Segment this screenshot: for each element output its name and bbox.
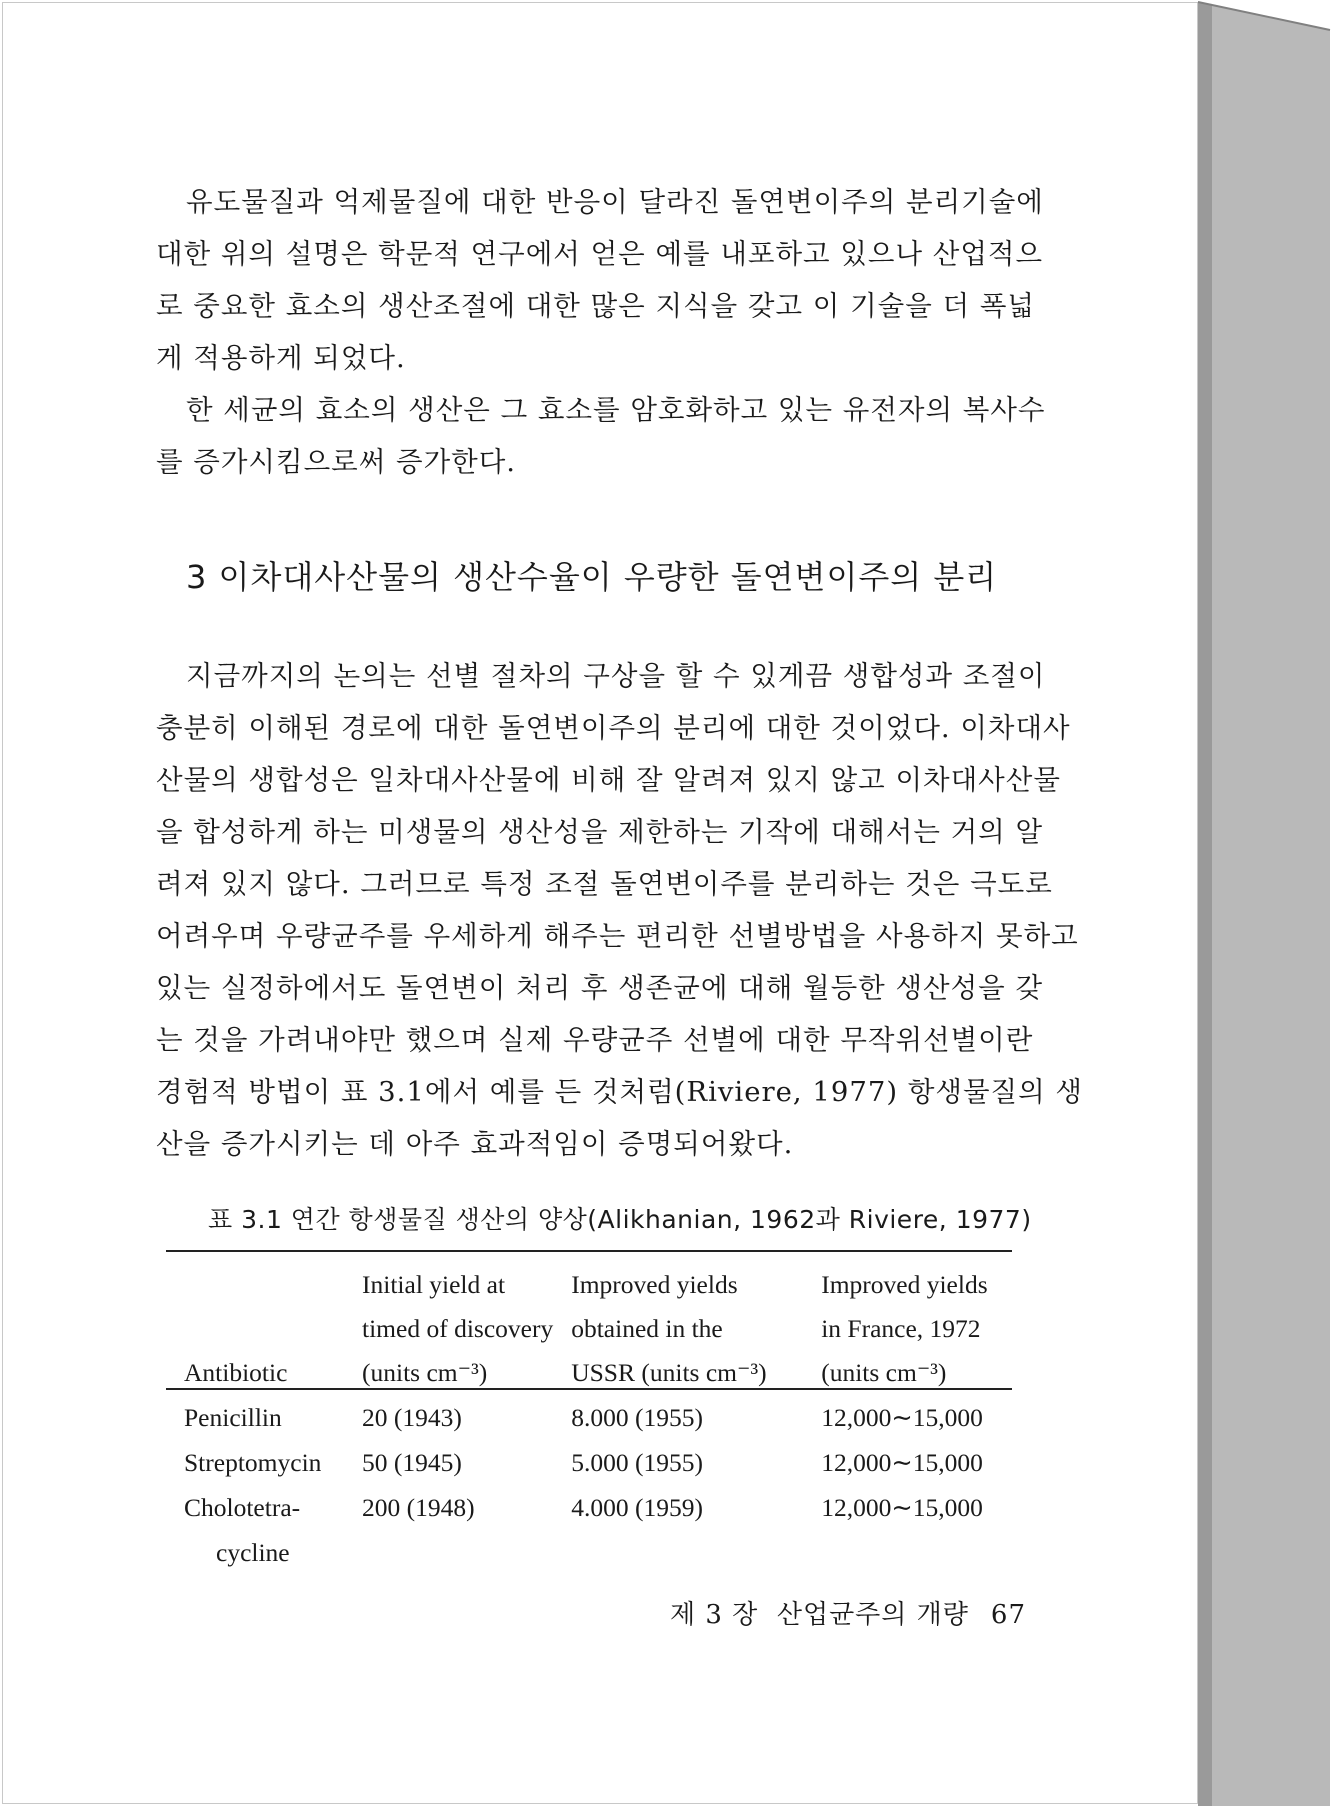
- ussr-yield-cell: 4.000 (1959): [571, 1493, 703, 1522]
- table-header-row: [166, 1344, 1012, 1388]
- table-row: [166, 1478, 1012, 1523]
- france-yield-cell: 12,000∼15,000: [821, 1448, 983, 1477]
- table-row: [166, 1433, 1012, 1478]
- header-cell: timed of discovery: [362, 1314, 554, 1343]
- table-top-rule: [166, 1250, 1012, 1252]
- header-cell: [166, 1300, 344, 1344]
- initial-yield-cell: 200 (1948): [362, 1493, 475, 1522]
- antibiotic-continuation-cell: cycline: [216, 1538, 290, 1567]
- ussr-yield-cell: 8.000 (1955): [571, 1403, 703, 1432]
- text-line: 있는 실정하에서도 돌연변이 처리 후 생존균에 대해 월등한 생산성을 갖: [156, 972, 1044, 1004]
- page-footer: [670, 1594, 1026, 1631]
- text-line: 을 합성하게 하는 미생물의 생산성을 제한하는 기작에 대해서는 거의 알: [156, 816, 1044, 848]
- text-line: 대한 위의 설명은 학문적 연구에서 얻은 예를 내포하고 있으나 산업적으: [156, 238, 1044, 270]
- text-line: 려져 있지 않다. 그러므로 특정 조절 돌연변이주를 분리하는 것은 극도로: [156, 868, 1053, 900]
- empty-cell: [803, 1523, 1012, 1568]
- section-heading: 3 이차대사산물의 생산수율이 우량한 돌연변이주의 분리: [186, 558, 998, 596]
- paragraph-2: [156, 384, 1046, 488]
- antibiotic-cell: Cholotetra-: [184, 1493, 301, 1522]
- table-row: [166, 1388, 1012, 1433]
- empty-cell: [344, 1523, 553, 1568]
- yield-table: [166, 1256, 1012, 1568]
- table-header-row: [166, 1300, 1012, 1344]
- header-cell: USSR (units cm⁻³): [571, 1358, 767, 1387]
- header-cell: Improved yields: [821, 1270, 988, 1299]
- paragraph-1: [156, 176, 1044, 384]
- chapter-title: 제 3 장 산업균주의 개량: [670, 1600, 969, 1630]
- text-line: 충분히 이해된 경로에 대한 돌연변이주의 분리에 대한 것이었다. 이차대사: [156, 712, 1071, 744]
- text-line: 경험적 방법이 표 3.1에서 예를 든 것처럼(Riviere, 1977) 항생물질의 생: [156, 1076, 1083, 1108]
- text-line: 한 세균의 효소의 생산은 그 효소를 암호화하고 있는 유전자의 복사수: [186, 394, 1046, 426]
- ussr-yield-cell: 5.000 (1955): [571, 1448, 703, 1477]
- text-line: 는 것을 가려내야만 했으며 실제 우량균주 선별에 대한 무작위선별이란: [156, 1024, 1034, 1056]
- header-cell: [166, 1256, 344, 1300]
- initial-yield-cell: 50 (1945): [362, 1448, 462, 1477]
- empty-cell: [553, 1523, 803, 1568]
- text-line: 어려우며 우량균주를 우세하게 해주는 편리한 선별방법을 사용하지 못하고: [156, 920, 1079, 952]
- text-line: 산을 증가시키는 데 아주 효과적임이 증명되어왔다.: [156, 1128, 794, 1160]
- text-line: 유도물질과 억제물질에 대한 반응이 달라진 돌연변이주의 분리기술에: [186, 186, 1044, 218]
- page-number: 67: [990, 1600, 1027, 1630]
- france-yield-cell: 12,000∼15,000: [821, 1403, 983, 1432]
- table-header-row: [166, 1256, 1012, 1300]
- header-cell: Antibiotic: [184, 1358, 288, 1387]
- paragraph-3: [156, 650, 1083, 1170]
- text-line: 를 증가시킴으로써 증가한다.: [156, 446, 517, 478]
- header-cell: Initial yield at: [362, 1270, 506, 1299]
- text-line: 산물의 생합성은 일차대사산물에 비해 잘 알려져 있지 않고 이차대사산물: [156, 764, 1061, 796]
- table-caption: 표 3.1 연간 항생물질 생산의 양상(Alikhanian, 1962과 Riviere, 1977): [208, 1205, 1032, 1234]
- header-cell: obtained in the: [571, 1314, 723, 1343]
- text-line: 게 적용하게 되었다.: [156, 342, 406, 374]
- header-cell: Improved yields: [571, 1270, 738, 1299]
- initial-yield-cell: 20 (1943): [362, 1403, 462, 1432]
- text-line: 지금까지의 논의는 선별 절차의 구상을 할 수 있게끔 생합성과 조절이: [186, 660, 1046, 692]
- header-cell: (units cm⁻³): [362, 1358, 488, 1387]
- france-yield-cell: 12,000∼15,000: [821, 1493, 983, 1522]
- antibiotic-cell: Penicillin: [184, 1403, 282, 1432]
- header-cell: (units cm⁻³): [821, 1358, 947, 1387]
- text-line: 로 중요한 효소의 생산조절에 대한 많은 지식을 갖고 이 기술을 더 폭넓: [156, 290, 1035, 322]
- antibiotic-cell: Streptomycin: [184, 1448, 322, 1477]
- header-cell: in France, 1972: [821, 1314, 981, 1343]
- table-row: [166, 1523, 1012, 1568]
